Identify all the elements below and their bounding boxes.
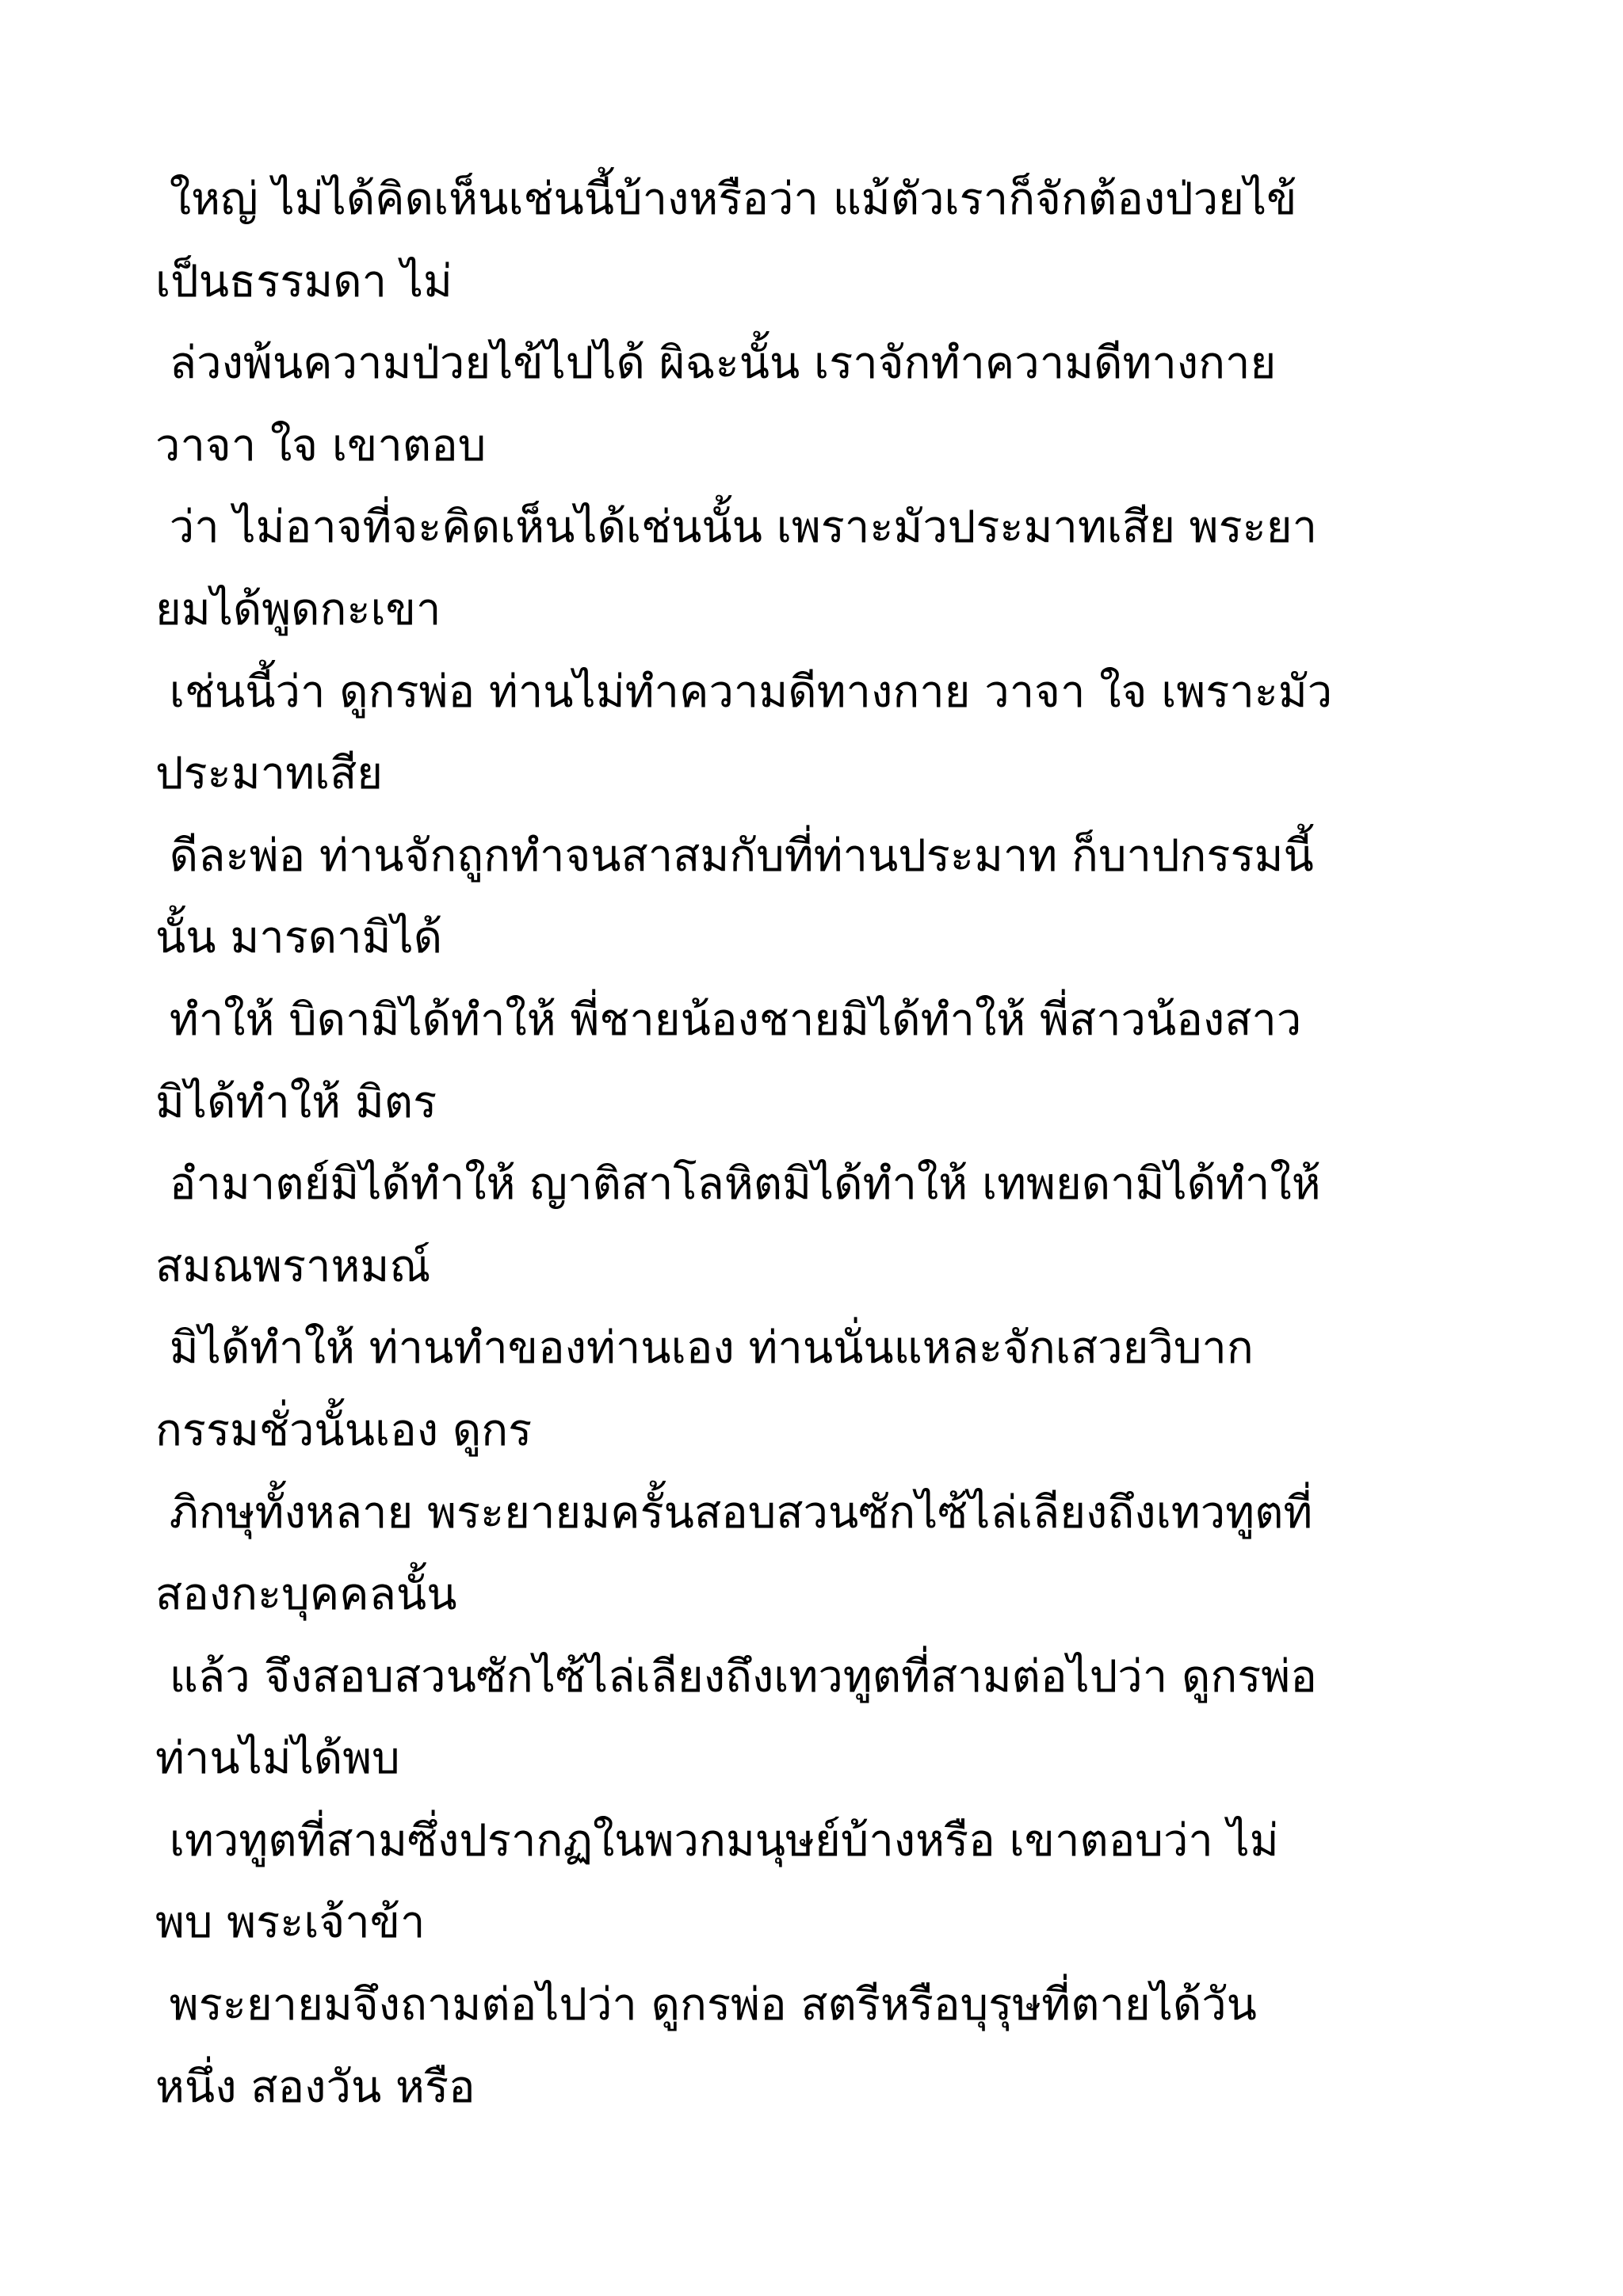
text-line: อำมาตย์มิได้ทำให้ ญาติสาโลหิตมิได้ทำให้ เทพยดามิได้ทำให้ (155, 1158, 1321, 1211)
text-line: ล่วงพ้นความป่วยไข้ไปได้ ผิฉะนั้น เราจักทำความดีทางกาย (155, 338, 1277, 390)
text-line: แล้ว จึงสอบสวนซักไซ้ไล่เลียงถึงเทวทูตที่สามต่อไปว่า ดูกรพ่อ (155, 1650, 1317, 1703)
text-line: หนึ่ง สองวัน หรือ (155, 2061, 475, 2113)
text-line: สองกะบุคคลนั้น (155, 1569, 457, 1621)
text-line: วาจา ใจ เขาตอบ (155, 419, 487, 471)
text-line: ทำให้ บิดามิได้ทำให้ พี่ชายน้องชายมิได้ทำให้ พี่สาวน้องสาว (155, 994, 1302, 1046)
text-line: พบ พระเจ้าข้า (155, 1897, 426, 1949)
text-line: ดีละพ่อ ท่านจักถูกทำจนสาสมกับที่ท่านประมาท ก็บาปกรรมนี้ (155, 830, 1314, 882)
text-line: มิได้ทำให้ ท่านทำของท่านเอง ท่านนั่นแหละจักเสวยวิบาก (155, 1322, 1254, 1375)
text-line: ว่า ไม่อาจที่จะคิดเห็นได้เช่นนั้น เพราะมัวประมาทเสีย พระยา (155, 502, 1318, 554)
text-line: พระยายมจึงถามต่อไปว่า ดูกรพ่อ สตรีหรือบุรุษที่ตายได้วัน (155, 1979, 1257, 2031)
text-line: ใหญ่ ไม่ได้คิดเห็นเช่นนี้บ้างหรือว่า แม้ตัวเราก็จักต้องป่วยไข้ (155, 174, 1297, 225)
text-line: ประมาทเสีย (155, 748, 384, 800)
text-line: ยมได้พูดกะเขา (155, 583, 441, 635)
text-line: ท่านไม่ได้พบ (155, 1733, 400, 1785)
text-line: เป็นธรรมดา ไม่ (155, 255, 453, 307)
text-line: นั้น มารดามิได้ (155, 912, 443, 964)
text-line: กรรมชั่วนั้นเอง ดูกร (155, 1404, 533, 1456)
text-line: ภิกษุทั้งหลาย พระยายมครั้นสอบสวนซักไซ้ไล่เลียงถึงเทวทูตที่ (155, 1486, 1313, 1539)
body-text (155, 158, 1487, 2128)
text-line: มิได้ทำให้ มิตร (155, 1076, 437, 1128)
text-line: เช่นนี้ว่า ดูกรพ่อ ท่านไม่ทำความดีทางกาย วาจา ใจ เพราะมัว (155, 666, 1333, 718)
text-line: สมณพราหมณ์ (155, 1240, 431, 1292)
text-line: เทวทูตที่สามซึ่งปรากฏในพวกมนุษย์บ้างหรือ เขาตอบว่า ไม่ (155, 1814, 1279, 1867)
